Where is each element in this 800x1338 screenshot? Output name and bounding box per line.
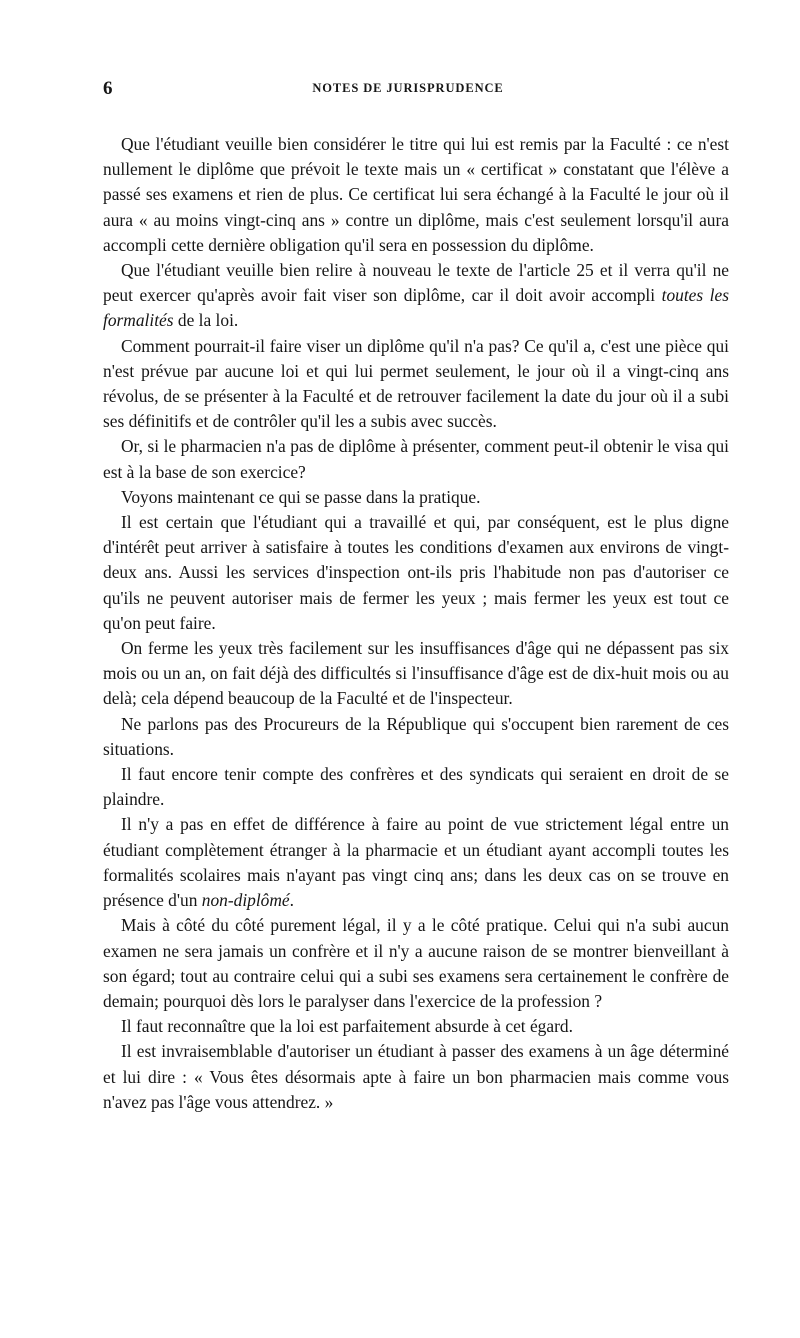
paragraph-loi-absurde: Il faut reconnaître que la loi est parfaitement absurde à cet égard. — [121, 1016, 573, 1037]
italic-emphasis: toutes les formalités — [103, 285, 729, 331]
paragraph-article-25-text: Que l'étudiant veuille bien relire à nouveau le texte de l'article 25 et il verra qu'il ne peut exercer qu'après avoir fait viser son diplôme, car il doit avoir accompli — [103, 260, 729, 306]
paragraph-invraisemblable: Il est invraisemblable d'autoriser un étudiant à passer des examens à un âge déterminé et lui dire : « Vous êtes désormais apte à faire un bon pharmacien mais comme vous n'avez pas l'âge vous attendrez. » — [103, 1041, 729, 1112]
paragraph-cote-pratique: Mais à côté du côté purement légal, il y a le côté pratique. Celui qui n'a subi aucun examen ne sera jamais un confrère et il n'y a aucune raison de se montrer bienveillant à son égard; tout au contraire celui qui a subi ses examens sera certainement le confrère de demain; pourquoi dès lors le paralyser dans l'exercice de la profession ? — [103, 915, 729, 1011]
running-head: NOTES DE JURISPRUDENCE — [312, 81, 504, 95]
paragraph-visa: Or, si le pharmacien n'a pas de diplôme à présenter, comment peut-il obtenir le visa qui est à la base de son exercice? — [103, 436, 729, 482]
paragraph-certificat: Que l'étudiant veuille bien considérer le titre qui lui est remis par la Faculté : ce n'est nullement le diplôme que prévoit le texte mais un « certificat » constatant que l'élève a passé ses examens et rien de plus. Ce certificat lui sera échangé à la Faculté le jour où il aura « au moins vingt-cinq ans » contre un diplôme, mais c'est seulement lorsqu'il aura accompli cette dernière obligation qu'il sera en possession du diplôme. — [103, 134, 729, 255]
paragraph-viser-diplome: Comment pourrait-il faire viser un diplôme qu'il n'a pas? Ce qu'il a, c'est une pièce qui n'est prévue par aucune loi et qui lui permet seulement, le jour où il a vingt-cinq ans révolus, de se présenter à la Faculté et de retrouver facilement la date du jour où il a subi ses définitifs et de contrôler qu'il les a subis avec succès. — [103, 335, 729, 432]
paragraph-non-diplome-end: . — [289, 890, 295, 911]
paragraph-non-diplome-text: Il n'y a pas en effet de différence à faire au point de vue strictement légal entre un étudiant complètement étranger à la pharmacie et un étudiant ayant accompli toutes les formalités scolaires mais n'ayant pas vingt cinq ans; dans les deux cas on se trouve en présence d'un — [103, 814, 729, 911]
paragraph-non-diplome — [103, 812, 729, 913]
paragraph-article-25 — [103, 258, 729, 334]
paragraph-procureurs: Ne parlons pas des Procureurs de la République qui s'occupent bien rarement de ces situations. — [103, 713, 729, 759]
body-text — [103, 132, 729, 1115]
page-number: 6 — [103, 78, 113, 99]
paragraph-pratique: Voyons maintenant ce qui se passe dans la pratique. — [121, 486, 481, 507]
page-header — [103, 78, 713, 104]
paragraph-insuffisances-age: On ferme les yeux très facilement sur les insuffisances d'âge qui ne dépassent pas six mois ou un an, on fait déjà des difficultés si l'insuffisance d'âge est de dix-huit mois ou au delà; cela dépend beaucoup de la Faculté et de l'inspecteur. — [103, 638, 729, 709]
paragraph-article-25-end: de la loi. — [173, 310, 239, 331]
paragraph-confreres: Il faut encore tenir compte des confrères et des syndicats qui seraient en droit de se plaindre. — [103, 764, 729, 810]
italic-emphasis: non-diplômé — [201, 890, 290, 911]
paragraph-vingt-deux-ans: Il est certain que l'étudiant qui a travaillé et qui, par conséquent, est le plus digne d'intérêt peut arriver à satisfaire à toutes les conditions d'examen aux environs de vingt-deux ans. Aussi les services d'inspection ont-ils pris l'habitude non pas d'autoriser ce qu'ils ne peuvent autoriser mais de fermer les yeux ; mais fermer les yeux est tout ce qu'on peut faire. — [103, 512, 729, 633]
